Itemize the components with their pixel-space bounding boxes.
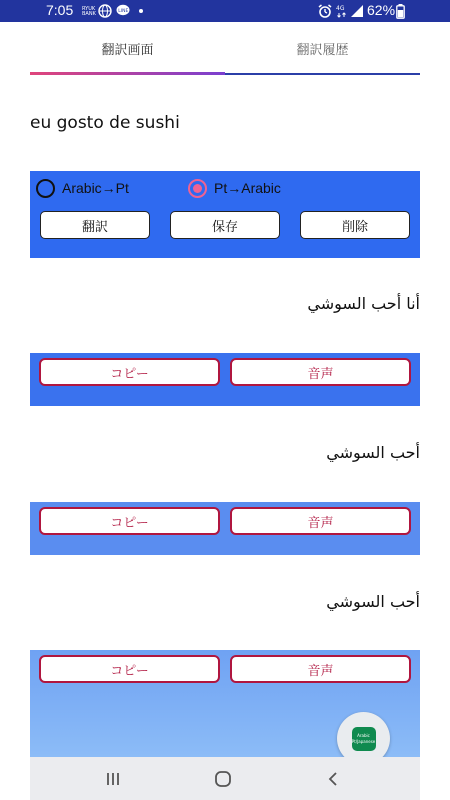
radio-pt-to-arabic[interactable] (188, 178, 281, 198)
app-logo-icon (352, 727, 376, 751)
status-bar (0, 0, 450, 22)
fab-line-1: Arabic (357, 732, 370, 738)
speech-button-1[interactable]: 音声 (230, 358, 411, 386)
result-actions-2 (30, 502, 420, 555)
copy-button-1[interactable]: コピー (39, 358, 220, 386)
globe-icon (98, 4, 112, 23)
input-text[interactable]: eu gosto de sushi (30, 113, 180, 133)
back-icon[interactable] (303, 757, 363, 800)
tab-translate[interactable]: 翻訳画面 (101, 43, 154, 58)
copy-button-2[interactable]: コピー (39, 507, 220, 535)
ryukyu-bank-icon (82, 4, 96, 21)
tab-history[interactable]: 翻訳履歴 (296, 43, 349, 58)
status-time: 7:05 (46, 2, 74, 18)
fab-line-2: Pt/Japanese (351, 738, 376, 744)
speech-button-3[interactable]: 音声 (230, 655, 411, 683)
dot-icon (138, 4, 144, 23)
tab-divider (225, 73, 420, 75)
recents-icon[interactable] (83, 757, 143, 800)
svg-text:LINE: LINE (118, 9, 129, 14)
control-panel (30, 171, 420, 258)
svg-text:4G: 4G (336, 5, 345, 12)
signal-icon (350, 4, 364, 23)
tab-active-indicator (30, 72, 225, 75)
tab-bar (30, 22, 420, 75)
home-icon[interactable] (193, 757, 253, 800)
result-text-1: أنا أحب السوشي (307, 294, 420, 313)
result-actions-1 (30, 353, 420, 406)
line-icon (116, 4, 130, 22)
4g-icon (336, 4, 348, 23)
radio-label-arabic-to-pt: Arabic→Pt (62, 180, 129, 196)
navigation-bar (30, 757, 420, 800)
translate-button[interactable]: 翻訳 (40, 211, 150, 239)
radio-checked-icon (188, 179, 207, 198)
radio-arabic-to-pt[interactable] (36, 178, 129, 198)
speech-button-2[interactable]: 音声 (230, 507, 411, 535)
radio-unchecked-icon (36, 179, 55, 198)
radio-label-pt-to-arabic: Pt→Arabic (214, 180, 281, 196)
svg-text:BANK: BANK (82, 11, 96, 16)
svg-text:RYUK: RYUK (82, 6, 96, 12)
battery-percent: 62% (367, 2, 396, 18)
alarm-icon (318, 4, 332, 23)
save-button[interactable]: 保存 (170, 211, 280, 239)
result-text-2: أحب السوشي (326, 443, 420, 462)
delete-button[interactable]: 削除 (300, 211, 410, 239)
copy-button-3[interactable]: コピー (39, 655, 220, 683)
battery-icon (396, 4, 405, 24)
result-text-3: أحب السوشي (326, 592, 420, 611)
